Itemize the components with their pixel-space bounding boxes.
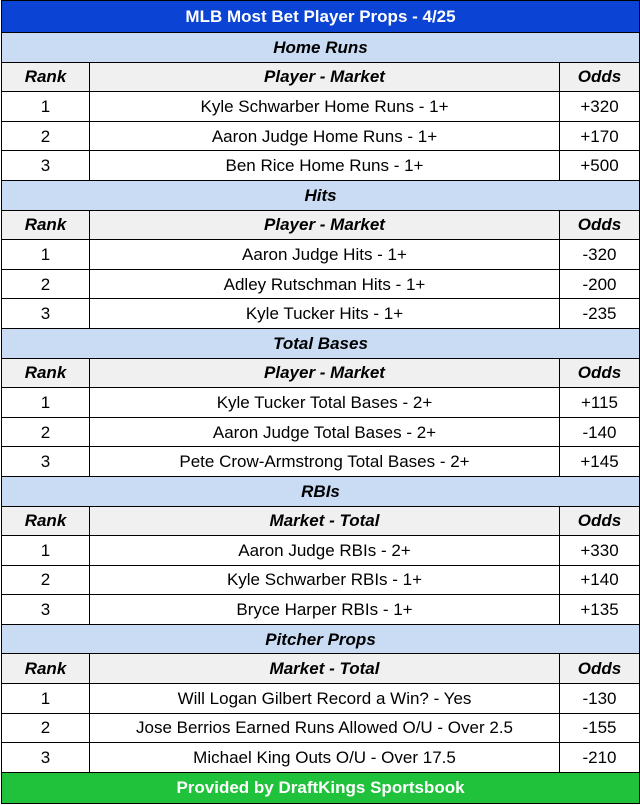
rank-cell: 3 (2, 151, 90, 181)
odds-cell: +135 (560, 595, 640, 625)
section-header-rbis (2, 476, 640, 506)
rank-cell: 1 (2, 536, 90, 566)
table-row (2, 151, 640, 181)
market-cell: Jose Berrios Earned Runs Allowed O/U - Over 2.5 (90, 713, 560, 743)
rank-cell: 2 (2, 713, 90, 743)
section-header-home-runs (2, 33, 640, 63)
rank-cell: 1 (2, 92, 90, 122)
table-row (2, 684, 640, 714)
rank-cell: 3 (2, 447, 90, 477)
odds-cell: -130 (560, 684, 640, 714)
market-cell: Bryce Harper RBIs - 1+ (90, 595, 560, 625)
table-row (2, 417, 640, 447)
rank-cell: 1 (2, 388, 90, 418)
market-header: Market - Total (90, 506, 560, 536)
odds-cell: +500 (560, 151, 640, 181)
market-cell: Aaron Judge Home Runs - 1+ (90, 121, 560, 151)
rank-header: Rank (2, 358, 90, 388)
props-table (1, 0, 640, 804)
odds-cell: +140 (560, 565, 640, 595)
column-header-row (2, 210, 640, 240)
section-header-total-bases (2, 328, 640, 358)
table-row (2, 713, 640, 743)
odds-cell: +330 (560, 536, 640, 566)
odds-cell: +145 (560, 447, 640, 477)
odds-header: Odds (560, 358, 640, 388)
odds-header: Odds (560, 210, 640, 240)
market-cell: Kyle Tucker Total Bases - 2+ (90, 388, 560, 418)
market-cell: Adley Rutschman Hits - 1+ (90, 269, 560, 299)
rank-header: Rank (2, 62, 90, 92)
rank-cell: 2 (2, 565, 90, 595)
market-cell: Aaron Judge Total Bases - 2+ (90, 417, 560, 447)
rank-cell: 3 (2, 743, 90, 773)
odds-cell: +320 (560, 92, 640, 122)
odds-cell: -210 (560, 743, 640, 773)
market-cell: Pete Crow-Armstrong Total Bases - 2+ (90, 447, 560, 477)
props-table-body (2, 1, 640, 804)
odds-cell: -155 (560, 713, 640, 743)
section-header-pitcher-props (2, 624, 640, 654)
table-row (2, 565, 640, 595)
column-header-row (2, 654, 640, 684)
market-cell: Kyle Schwarber RBIs - 1+ (90, 565, 560, 595)
rank-cell: 3 (2, 299, 90, 329)
rank-cell: 3 (2, 595, 90, 625)
market-header: Market - Total (90, 654, 560, 684)
section-title: Hits (2, 180, 640, 210)
page-title: MLB Most Bet Player Props - 4/25 (2, 1, 640, 33)
rank-cell: 2 (2, 269, 90, 299)
footer-row (2, 772, 640, 803)
market-cell: Michael King Outs O/U - Over 17.5 (90, 743, 560, 773)
table-row (2, 269, 640, 299)
table-row (2, 121, 640, 151)
odds-cell: -320 (560, 240, 640, 270)
footer-credit: Provided by DraftKings Sportsbook (2, 772, 640, 803)
market-cell: Will Logan Gilbert Record a Win? - Yes (90, 684, 560, 714)
market-header: Player - Market (90, 358, 560, 388)
market-cell: Kyle Schwarber Home Runs - 1+ (90, 92, 560, 122)
table-row (2, 92, 640, 122)
market-cell: Aaron Judge RBIs - 2+ (90, 536, 560, 566)
rank-cell: 2 (2, 121, 90, 151)
odds-cell: -140 (560, 417, 640, 447)
odds-cell: -200 (560, 269, 640, 299)
odds-cell: -235 (560, 299, 640, 329)
column-header-row (2, 506, 640, 536)
section-header-hits (2, 180, 640, 210)
table-row (2, 299, 640, 329)
market-header: Player - Market (90, 62, 560, 92)
section-title: Home Runs (2, 33, 640, 63)
rank-header: Rank (2, 506, 90, 536)
section-title: Pitcher Props (2, 624, 640, 654)
market-cell: Ben Rice Home Runs - 1+ (90, 151, 560, 181)
section-title: Total Bases (2, 328, 640, 358)
rank-cell: 2 (2, 417, 90, 447)
section-title: RBIs (2, 476, 640, 506)
odds-header: Odds (560, 654, 640, 684)
odds-cell: +170 (560, 121, 640, 151)
rank-header: Rank (2, 210, 90, 240)
market-cell: Aaron Judge Hits - 1+ (90, 240, 560, 270)
table-row (2, 447, 640, 477)
table-row (2, 240, 640, 270)
rank-cell: 1 (2, 240, 90, 270)
table-row (2, 743, 640, 773)
table-row (2, 595, 640, 625)
odds-cell: +115 (560, 388, 640, 418)
market-header: Player - Market (90, 210, 560, 240)
column-header-row (2, 358, 640, 388)
column-header-row (2, 62, 640, 92)
table-row (2, 536, 640, 566)
table-row (2, 388, 640, 418)
odds-header: Odds (560, 62, 640, 92)
odds-header: Odds (560, 506, 640, 536)
rank-cell: 1 (2, 684, 90, 714)
title-row (2, 1, 640, 33)
market-cell: Kyle Tucker Hits - 1+ (90, 299, 560, 329)
rank-header: Rank (2, 654, 90, 684)
